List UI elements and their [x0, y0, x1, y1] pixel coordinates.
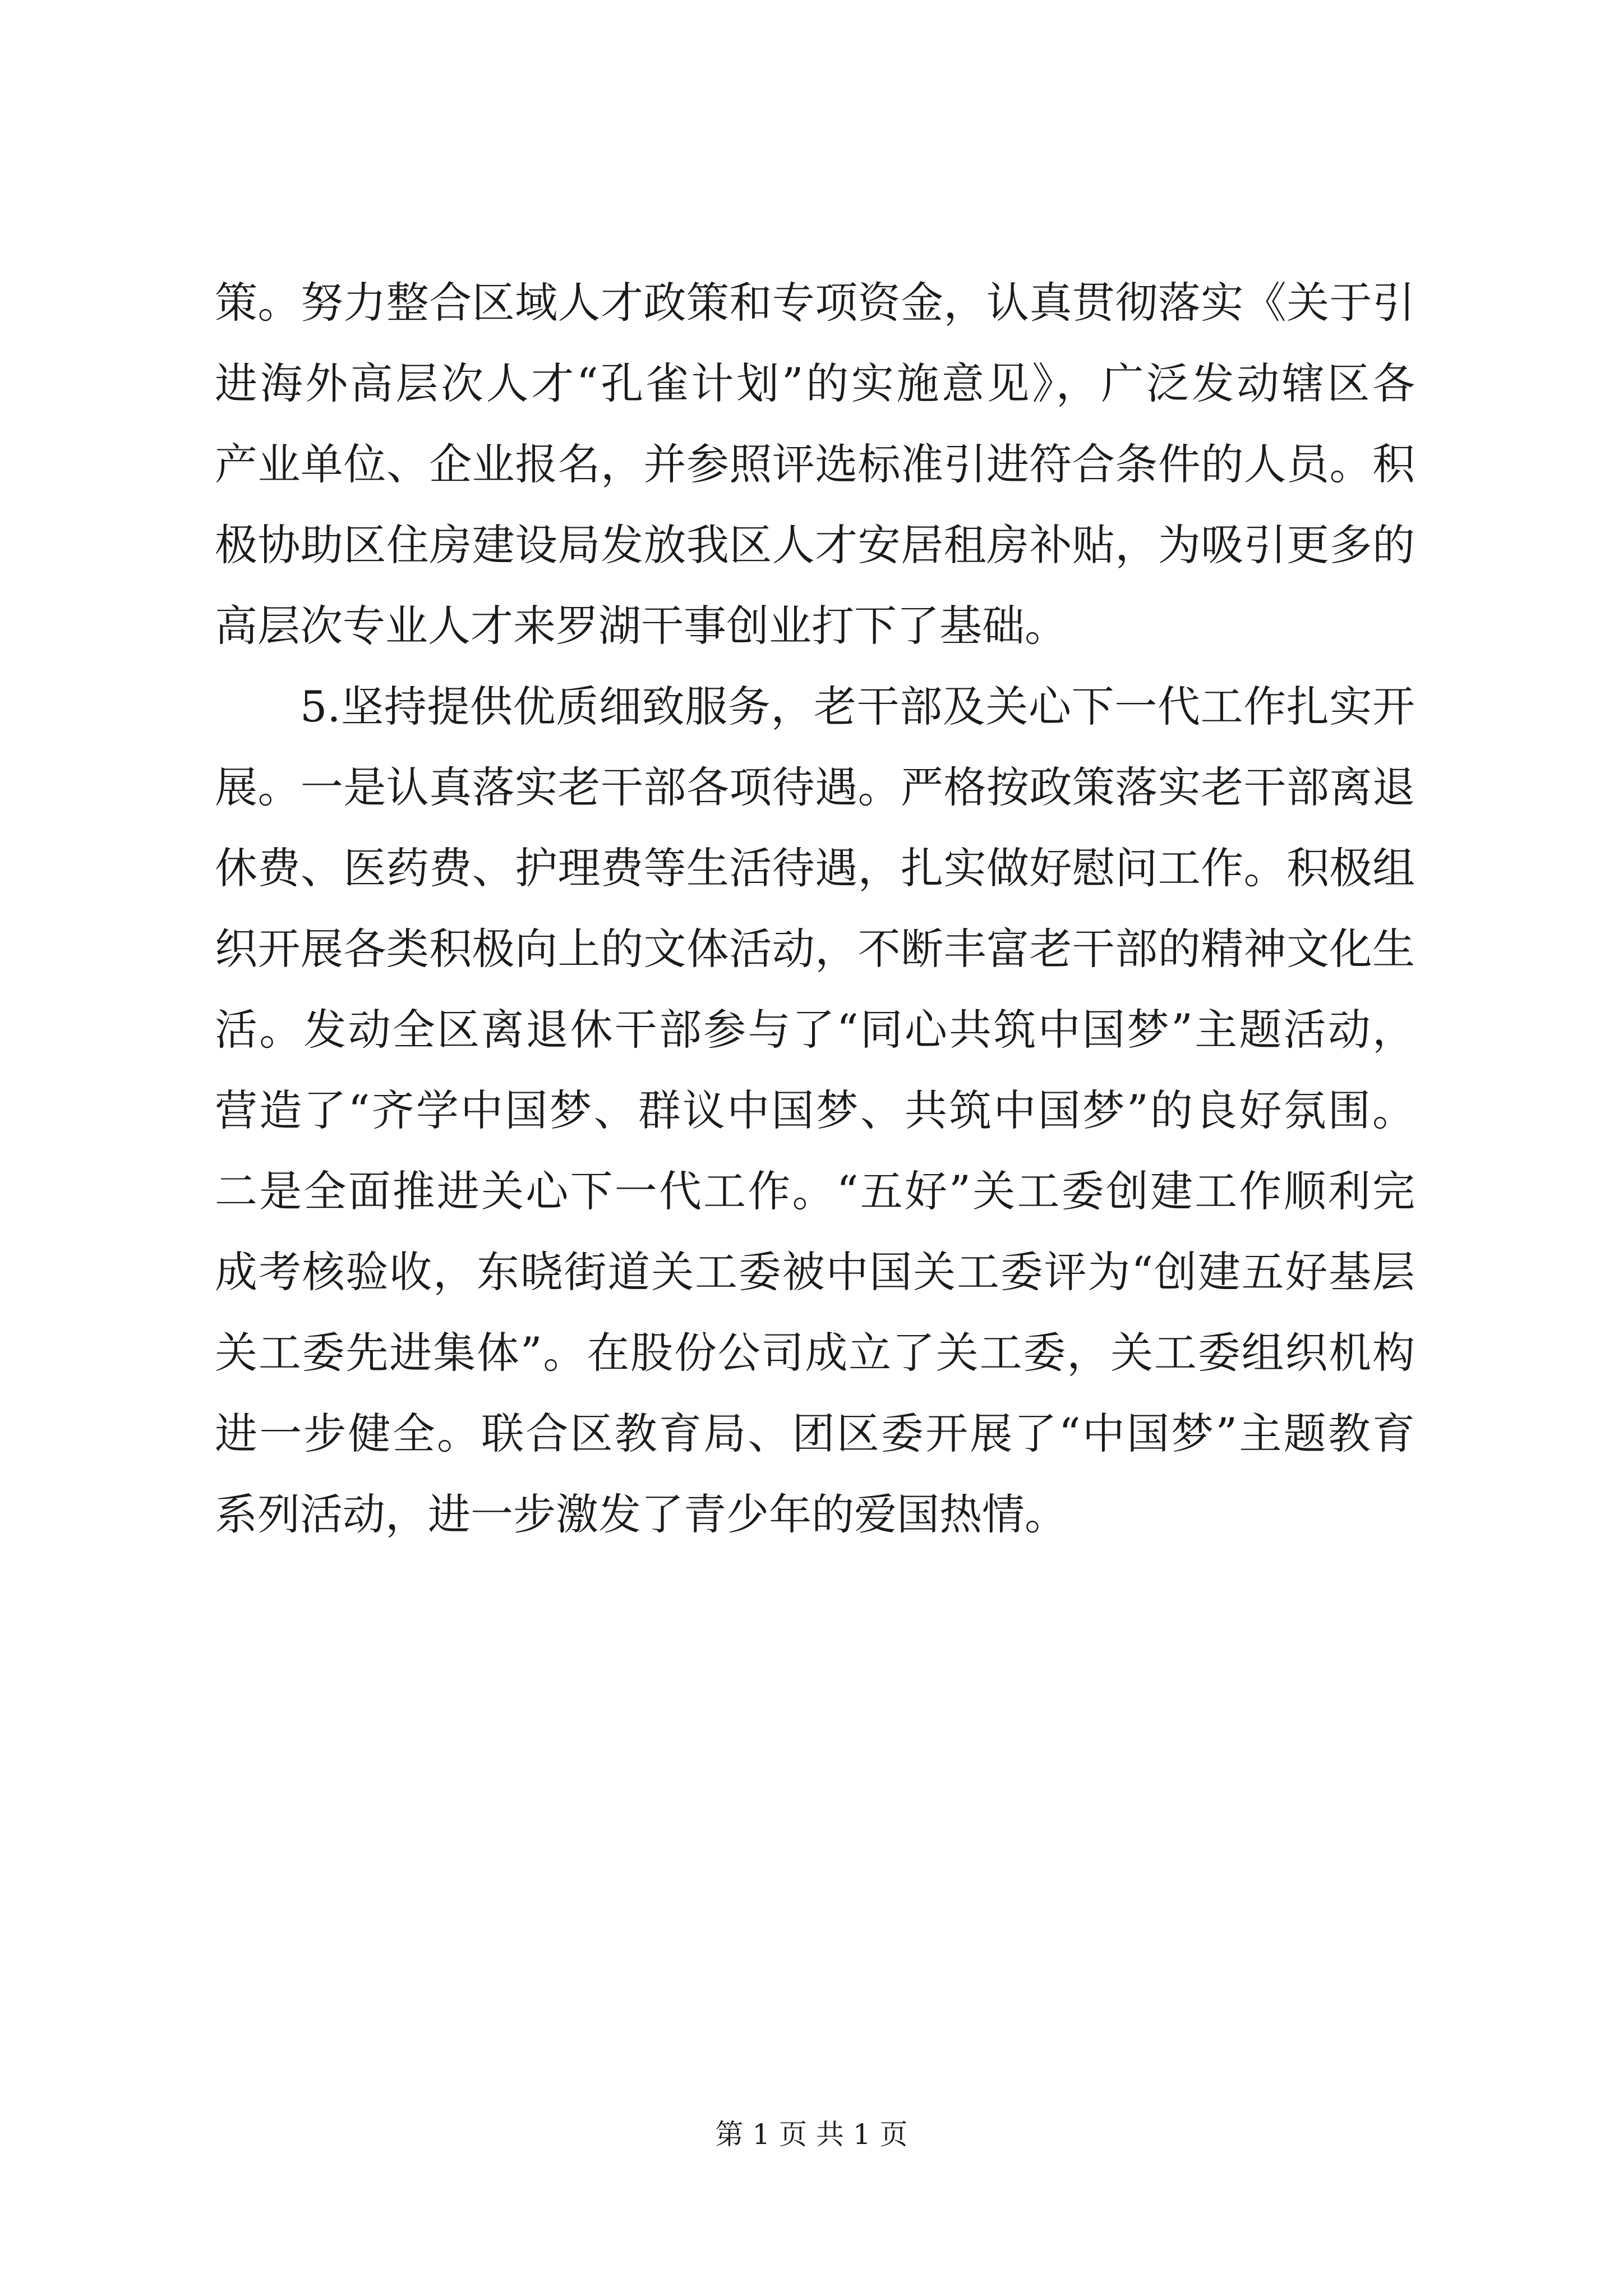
- text-line: 进海外高层次人才“孔雀计划”的实施意见》，广泛发动辖区各: [215, 358, 1415, 408]
- text-line: 进一步健全。联合区教育局、团区委开展了“中国梦”主题教育: [215, 1409, 1415, 1458]
- text-line: 产业单位、企业报名，并参照评选标准引进符合条件的人员。积: [215, 439, 1415, 489]
- text-line: 休费、医药费、护理费等生活待遇，扎实做好慰问工作。积极组: [215, 843, 1415, 893]
- text-line: 关工委先进集体”。在股份公司成立了关工委，关工委组织机构: [215, 1328, 1415, 1378]
- text-line: 展。一是认真落实老干部各项待遇。严格按政策落实老干部离退: [215, 762, 1415, 812]
- text-line: 策。努力整合区域人才政策和专项资金，认真贯彻落实《关于引: [215, 278, 1415, 328]
- paragraph-talent-policy: [215, 263, 1415, 666]
- text-line: 系列活动，进一步激发了青少年的爱国热情。: [215, 1489, 1067, 1539]
- text-line: 活。发动全区离退休干部参与了“同心共筑中国梦”主题活动，: [215, 1005, 1415, 1055]
- text-line: 营造了“齐学中国梦、群议中国梦、共筑中国梦”的良好氛围。: [215, 1085, 1415, 1135]
- page-footer: 第 1 页 共 1 页: [715, 2118, 908, 2151]
- text-line: 织开展各类积极向上的文体活动，不断丰富老干部的精神文化生: [215, 924, 1415, 974]
- paragraph-veteran-cadres: [215, 666, 1415, 1555]
- text-line: 二是全面推进关心下一代工作。“五好”关工委创建工作顺利完: [215, 1166, 1415, 1216]
- text-line: 5.坚持提供优质细致服务，老干部及关心下一代工作扎实开: [300, 682, 1415, 731]
- document-body: [215, 263, 1415, 1555]
- text-line: 极协助区住房建设局发放我区人才安居租房补贴，为吸引更多的: [215, 520, 1415, 570]
- text-line: 高层次专业人才来罗湖干事创业打下了基础。: [215, 601, 1067, 651]
- text-line: 成考核验收，东晓街道关工委被中国关工委评为“创建五好基层: [215, 1247, 1415, 1297]
